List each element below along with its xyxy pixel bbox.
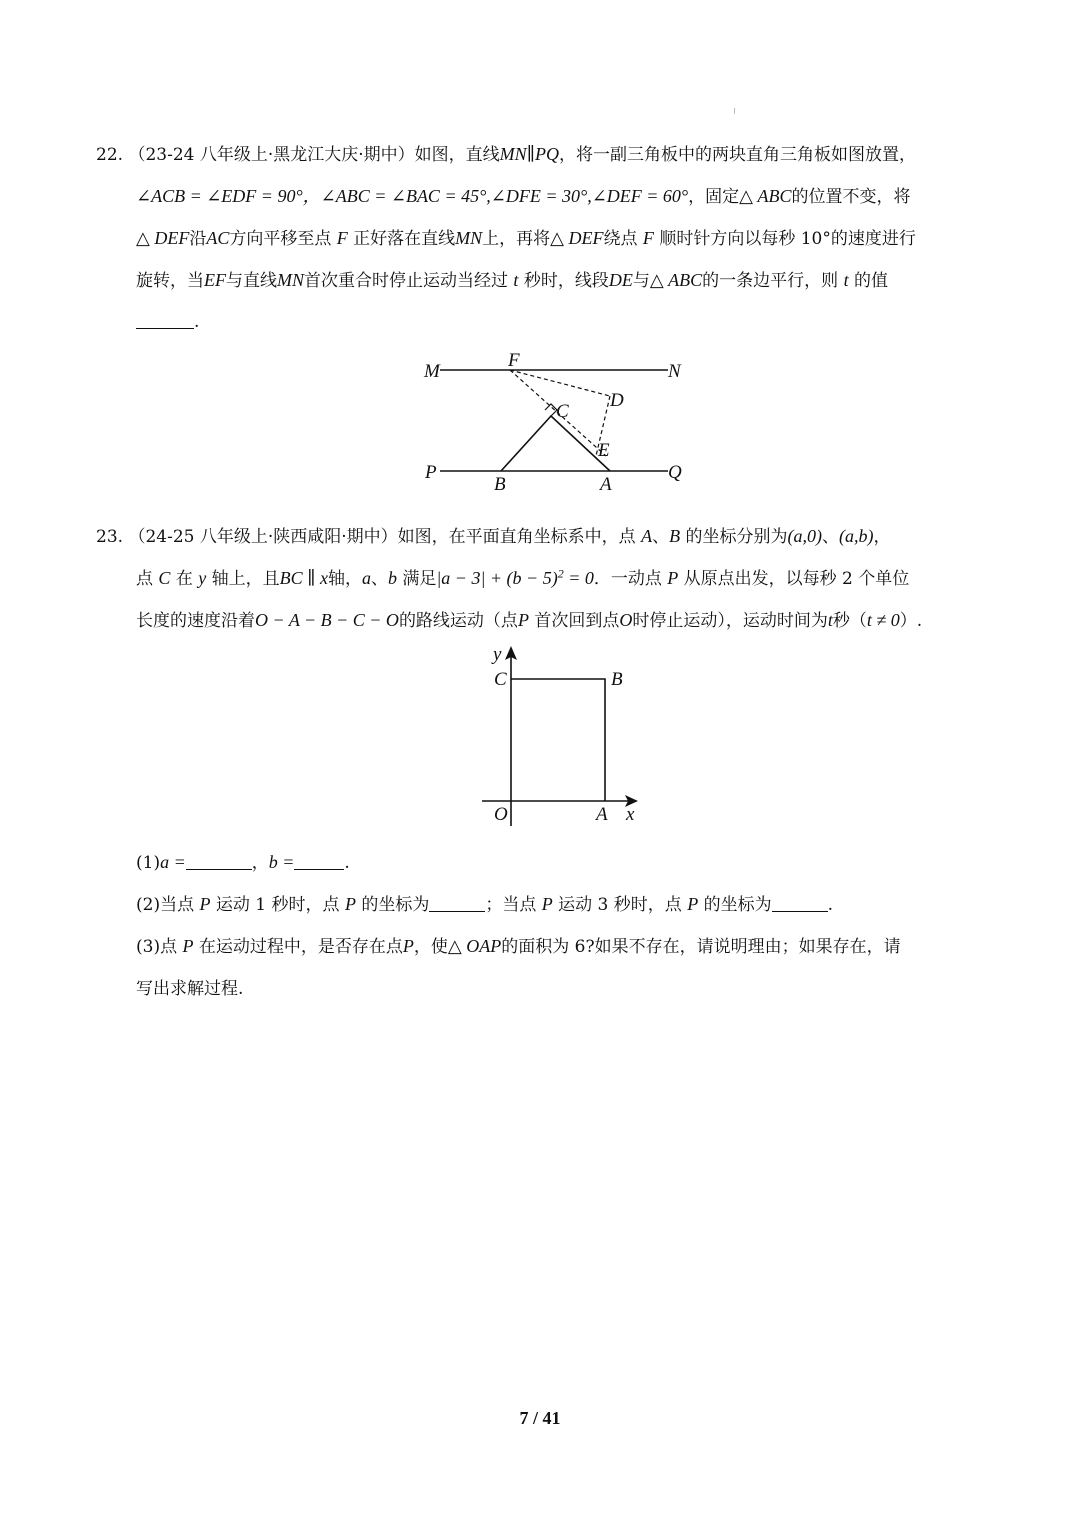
q22-text: ，将一副三角板中的两块直角三角板如图放置， bbox=[558, 145, 916, 165]
q22-math: △ ABC bbox=[649, 270, 703, 290]
q23-text: 时停止运动），运动时间为 bbox=[632, 611, 828, 631]
q22-text: 如图，直线 bbox=[414, 145, 500, 165]
q22-line-1 bbox=[96, 140, 916, 165]
label-q: Q bbox=[668, 462, 682, 483]
label-e: E bbox=[598, 440, 610, 461]
label-f: F bbox=[508, 350, 520, 371]
q23-text: 在运动过程中，是否存在点 bbox=[198, 937, 403, 957]
q23-text: 的路线运动（点 bbox=[398, 611, 518, 631]
q22-math: MN∥PQ bbox=[499, 144, 559, 164]
q22-text: 上，再将 bbox=[482, 229, 551, 249]
q22-math: △ DEF bbox=[550, 228, 604, 248]
q23-part-1 bbox=[136, 848, 350, 873]
label-a: A bbox=[596, 804, 608, 825]
q23-math: BC ∥ x bbox=[279, 568, 328, 588]
q23-math: O bbox=[619, 610, 633, 630]
q22-math: F bbox=[642, 228, 654, 248]
q23-text: 运动 3 秒时，点 bbox=[558, 895, 682, 915]
q23-text: 、 bbox=[652, 527, 670, 547]
label-x: x bbox=[626, 804, 635, 825]
q22-math: △ DEF bbox=[136, 228, 190, 248]
label-b: B bbox=[494, 474, 506, 495]
q23-text: (3)点 bbox=[136, 937, 178, 957]
q23-math: P bbox=[687, 894, 699, 914]
q23-text: 秒（ bbox=[832, 611, 867, 631]
q23-exponent: 2 bbox=[557, 566, 564, 581]
answer-blank-p1[interactable] bbox=[429, 895, 485, 912]
q22-figure bbox=[400, 348, 710, 496]
q23-text: 在 bbox=[175, 569, 193, 589]
q23-math: P bbox=[517, 610, 529, 630]
q22-text: 沿 bbox=[189, 229, 207, 249]
q22-text: 顺时针方向以每秒 10°的速度进行 bbox=[659, 229, 916, 249]
q22-line-2 bbox=[136, 182, 910, 208]
q23-text: 写出求解过程. bbox=[136, 979, 244, 999]
label-y: y bbox=[493, 644, 502, 665]
q23-path: O − A − B − C − O bbox=[255, 610, 399, 630]
q22-text: 绕点 bbox=[603, 229, 638, 249]
q23-math: P bbox=[541, 894, 553, 914]
q23-math: t bbox=[827, 610, 833, 630]
q23-text: 点 bbox=[136, 569, 153, 589]
q23-math: B bbox=[669, 526, 681, 546]
q22-math: EF bbox=[204, 270, 226, 290]
q22-math: AC bbox=[206, 228, 230, 248]
q22-math: t bbox=[513, 270, 519, 290]
q23-number: 23. bbox=[96, 527, 124, 547]
q22-line-5 bbox=[136, 312, 199, 332]
scan-mark bbox=[734, 108, 735, 114]
q22-math: MN bbox=[277, 270, 304, 290]
answer-blank-a[interactable] bbox=[186, 853, 252, 870]
q22-math: MN bbox=[455, 228, 483, 248]
label-d: D bbox=[610, 390, 624, 411]
answer-blank-b[interactable] bbox=[294, 853, 344, 870]
q23-equation: |a − 3| + (b − 5) bbox=[436, 568, 558, 588]
q22-source: （23-24 八年级上·黑龙江大庆·期中） bbox=[128, 145, 415, 165]
q23-text: 的坐标分别为 bbox=[685, 527, 788, 547]
q23-math: a bbox=[361, 568, 371, 588]
label-a: A bbox=[600, 474, 612, 495]
q23-part-3-cont bbox=[136, 974, 243, 999]
q22-text: 与 bbox=[632, 271, 650, 291]
q22-text: 正好落在直线 bbox=[353, 229, 456, 249]
q23-text: 轴， bbox=[327, 569, 362, 589]
label-c: C bbox=[556, 401, 569, 422]
q23-text: 满足 bbox=[402, 569, 437, 589]
rectangle-oabc bbox=[511, 679, 605, 801]
q23-math: t ≠ 0 bbox=[866, 610, 900, 630]
label-c: C bbox=[494, 669, 507, 690]
q22-line-4 bbox=[136, 266, 888, 291]
q23-text: ．一动点 bbox=[593, 569, 662, 589]
q23-math: C bbox=[158, 568, 171, 588]
q23-figure bbox=[478, 640, 648, 830]
q23-text: 从原点出发，以每秒 2 个单位 bbox=[683, 569, 910, 589]
q23-math: (a,0) bbox=[787, 526, 822, 546]
q22-math: t bbox=[843, 270, 849, 290]
q22-text: 方向平移至点 bbox=[229, 229, 332, 249]
q23-text: 的面积为 6?如果不存在，请说明理由；如果存在，请 bbox=[501, 937, 901, 957]
q22-text: 的一条边平行，则 bbox=[702, 271, 839, 291]
q23-math: P bbox=[199, 894, 211, 914]
q22-text: 的位置不变，将 bbox=[791, 187, 911, 207]
q23-part-3 bbox=[136, 932, 901, 957]
q22-text: ，固定 bbox=[688, 187, 740, 207]
q23-math: b bbox=[387, 568, 397, 588]
q23-text: 的坐标为 bbox=[703, 895, 772, 915]
q23-text: ， bbox=[873, 527, 891, 547]
q23-math: P bbox=[667, 568, 679, 588]
answer-blank[interactable] bbox=[136, 312, 194, 329]
q23-text: 首次回到点 bbox=[534, 611, 620, 631]
q22-text: . bbox=[194, 312, 200, 332]
q22-math: F bbox=[336, 228, 348, 248]
q23-text: 的坐标为 bbox=[361, 895, 430, 915]
q22-text: 的值 bbox=[854, 271, 888, 291]
q22-angles: ∠ACB = ∠EDF = 90°，∠ABC = ∠BAC = 45°,∠DFE = 30°,∠DEF = 60° bbox=[136, 186, 689, 206]
q23-source: （24-25 八年级上·陕西咸阳·期中） bbox=[128, 527, 398, 547]
q23-math: b = bbox=[268, 852, 295, 872]
q23-text: 轴上，且 bbox=[211, 569, 280, 589]
q23-text: (2)当点 bbox=[136, 895, 195, 915]
label-m: M bbox=[424, 361, 440, 382]
q23-math: y bbox=[198, 568, 207, 588]
label-p: P bbox=[425, 462, 437, 483]
q23-math: (a,b) bbox=[838, 526, 874, 546]
triangle-abc bbox=[501, 416, 610, 471]
q22-text: 秒时，线段 bbox=[523, 271, 609, 291]
q23-math: P bbox=[182, 936, 194, 956]
q23-math: P bbox=[402, 936, 414, 956]
label-n: N bbox=[668, 361, 681, 382]
q23-text: . bbox=[827, 895, 833, 915]
segment-fd bbox=[510, 370, 610, 396]
q22-text: 首次重合时停止运动当经过 bbox=[304, 271, 508, 291]
q22-text: 旋转，当 bbox=[136, 271, 204, 291]
q22-text: 与直线 bbox=[226, 271, 277, 291]
q23-text: 运动 1 秒时，点 bbox=[215, 895, 340, 915]
q23-line-3 bbox=[136, 606, 922, 631]
q23-text: ， bbox=[251, 853, 269, 873]
q23-line-1 bbox=[96, 522, 890, 547]
q23-math: △ OAP bbox=[447, 936, 502, 956]
q23-math: = 0 bbox=[563, 568, 594, 588]
q23-text: ，使 bbox=[413, 937, 448, 957]
q23-text: 、 bbox=[821, 527, 839, 547]
label-b: B bbox=[611, 669, 623, 690]
q22-number: 22. bbox=[96, 145, 124, 165]
page-number: 7 / 41 bbox=[519, 1408, 561, 1428]
q22-math: △ ABC bbox=[739, 186, 792, 206]
q23-math: a = bbox=[160, 852, 186, 872]
q23-part-2 bbox=[136, 890, 833, 915]
answer-blank-p3[interactable] bbox=[772, 895, 828, 912]
q22-line-3 bbox=[136, 224, 916, 249]
q23-math: A bbox=[641, 526, 653, 546]
q23-text: 如图，在平面直角坐标系中，点 bbox=[397, 527, 636, 547]
q23-text: . bbox=[344, 853, 350, 873]
q23-text: 、 bbox=[370, 569, 388, 589]
q22-math: DE bbox=[608, 270, 633, 290]
label-o: O bbox=[494, 804, 508, 825]
q23-line-2 bbox=[136, 564, 909, 589]
q23-math: P bbox=[344, 894, 356, 914]
part-number: (1) bbox=[136, 853, 161, 873]
q23-text: ）. bbox=[899, 611, 923, 631]
q23-text: 长度的速度沿着 bbox=[136, 611, 255, 631]
q23-text: ；当点 bbox=[485, 895, 537, 915]
